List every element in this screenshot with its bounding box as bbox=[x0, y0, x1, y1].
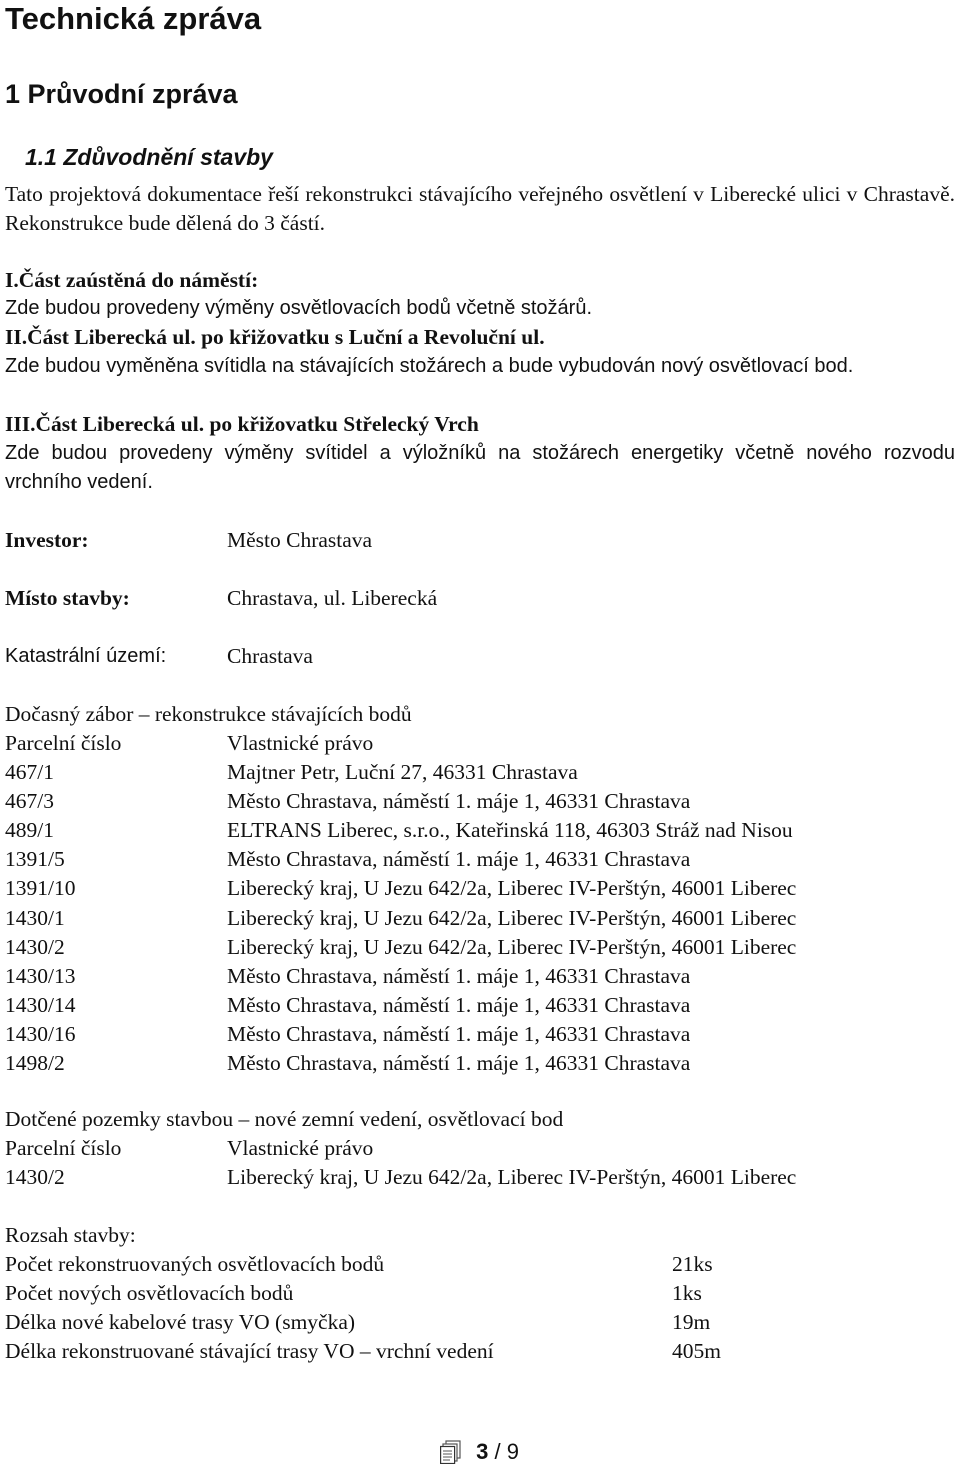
document-title: Technická zpráva bbox=[5, 1, 262, 36]
column-header-parcel: Parcelní číslo bbox=[5, 731, 122, 755]
parcel-number-cell: 489/1 bbox=[5, 818, 54, 843]
place-value: Chrastava, ul. Liberecká bbox=[227, 586, 438, 610]
parcel-number-cell: 467/3 bbox=[5, 789, 54, 814]
scope-item-cell: Počet rekonstruovaných osvětlovacích bodů bbox=[5, 1252, 385, 1276]
table-row bbox=[0, 1279, 960, 1308]
scope-item-cell: Počet nových osvětlovacích bodů bbox=[5, 1281, 294, 1305]
column-header-ownership: Vlastnické právo bbox=[227, 1136, 374, 1160]
place-label: Místo stavby: bbox=[5, 586, 130, 610]
cadastre-value: Chrastava bbox=[227, 644, 313, 668]
part-1-title: I.Část zaústěná do náměstí: bbox=[5, 268, 259, 292]
parcel-number-cell: 1430/2 bbox=[5, 1165, 65, 1189]
parcel-number-cell: 1430/14 bbox=[5, 992, 76, 1017]
table-row bbox=[0, 991, 960, 1020]
parcel-number-cell: 1391/5 bbox=[5, 847, 65, 872]
part-2-text: Zde budou vyměněna svítidla na stávajících stožárech a bude vybudován nový osvětlovací bod. bbox=[5, 355, 854, 377]
ownership-cell: Liberecký kraj, U Jezu 642/2a, Liberec IV-Perštýn, 46001 Liberec bbox=[227, 876, 797, 901]
current-page-number: 3 bbox=[476, 1439, 489, 1464]
table-row bbox=[0, 1337, 960, 1366]
scope-value-cell: 21ks bbox=[672, 1252, 713, 1276]
ownership-cell: Liberecký kraj, U Jezu 642/2a, Liberec IV-Perštýn, 46001 Liberec bbox=[227, 905, 797, 930]
parcel-number-cell: 1498/2 bbox=[5, 1051, 65, 1075]
affected-heading: Dotčené pozemky stavbou – nové zemní vedení, osvětlovací bod bbox=[5, 1107, 564, 1131]
table-row bbox=[0, 904, 960, 933]
parcel-number-cell: 1430/16 bbox=[5, 1021, 76, 1046]
table-row bbox=[0, 1049, 960, 1078]
part-3-text: Zde budou provedeny výměny svítidel a výložníků na stožárech energetiky včetně nového rozvodu vrchního vedení. bbox=[5, 442, 955, 493]
part-3-title: III.Část Liberecká ul. po křižovatku Střelecký Vrch bbox=[5, 412, 479, 436]
intro-paragraph: Tato projektová dokumentace řeší rekonstrukci stávajícího veřejného osvětlení v Liberecké ulici v Chrastavě. Rekonstrukce bude dělená do 3 částí. bbox=[5, 182, 955, 235]
table-row bbox=[0, 962, 960, 991]
ownership-cell: ELTRANS Liberec, s.r.o., Kateřinská 118, 46303 Stráž nad Nisou bbox=[227, 818, 793, 843]
ownership-cell: Majtner Petr, Luční 27, 46331 Chrastava bbox=[227, 760, 578, 784]
part-1-text: Zde budou provedeny výměny osvětlovacích bodů včetně stožárů. bbox=[5, 297, 593, 319]
parcel-number-cell: 1430/2 bbox=[5, 934, 65, 959]
part-2-title: II.Část Liberecká ul. po křižovatku s Luční a Revoluční ul. bbox=[5, 325, 545, 349]
section-heading-1-1: 1.1 Zdůvodnění stavby bbox=[25, 144, 273, 170]
scope-item-cell: Délka rekonstruované stávající trasy VO – vrchní vedení bbox=[5, 1339, 494, 1363]
ownership-cell: Město Chrastava, náměstí 1. máje 1, 46331 Chrastava bbox=[227, 1021, 691, 1046]
table-row bbox=[0, 1250, 960, 1279]
ownership-cell: Město Chrastava, náměstí 1. máje 1, 46331 Chrastava bbox=[227, 847, 691, 872]
ownership-cell: Liberecký kraj, U Jezu 642/2a, Liberec IV-Perštýn, 46001 Liberec bbox=[227, 934, 797, 959]
table-row bbox=[0, 933, 960, 962]
scope-heading: Rozsah stavby: bbox=[5, 1223, 136, 1247]
parcel-number-cell: 1430/13 bbox=[5, 963, 76, 988]
section-heading-1: 1 Průvodní zpráva bbox=[5, 79, 238, 109]
ownership-cell: Město Chrastava, náměstí 1. máje 1, 46331 Chrastava bbox=[227, 963, 691, 988]
scope-value-cell: 405m bbox=[672, 1339, 721, 1363]
ownership-cell: Město Chrastava, náměstí 1. máje 1, 46331 Chrastava bbox=[227, 1051, 691, 1075]
scope-value-cell: 19m bbox=[672, 1310, 711, 1334]
page-number-footer bbox=[440, 1437, 519, 1472]
column-header-parcel: Parcelní číslo bbox=[5, 1136, 122, 1160]
pages-icon bbox=[440, 1440, 462, 1472]
parcel-number-cell: 467/1 bbox=[5, 760, 54, 784]
page-separator: / bbox=[494, 1439, 501, 1464]
temp-table-header bbox=[0, 729, 960, 758]
investor-value: Město Chrastava bbox=[227, 528, 373, 552]
scope-item-cell: Délka nové kabelové trasy VO (smyčka) bbox=[5, 1310, 356, 1334]
parcel-number-cell: 1430/1 bbox=[5, 905, 65, 930]
affected-table-header bbox=[0, 1134, 960, 1163]
total-pages: 9 bbox=[506, 1439, 519, 1464]
column-header-ownership: Vlastnické právo bbox=[227, 731, 374, 755]
table-row bbox=[0, 1163, 960, 1192]
scope-value-cell: 1ks bbox=[672, 1281, 702, 1305]
ownership-cell: Město Chrastava, náměstí 1. máje 1, 46331 Chrastava bbox=[227, 789, 691, 814]
temp-occupation-heading: Dočasný zábor – rekonstrukce stávajících bodů bbox=[5, 702, 412, 726]
ownership-cell: Město Chrastava, náměstí 1. máje 1, 46331 Chrastava bbox=[227, 992, 691, 1017]
parcel-number-cell: 1391/10 bbox=[5, 876, 76, 901]
table-row bbox=[0, 758, 960, 787]
ownership-cell: Liberecký kraj, U Jezu 642/2a, Liberec IV-Perštýn, 46001 Liberec bbox=[227, 1165, 797, 1189]
cadastre-label: Katastrální území: bbox=[5, 645, 167, 667]
table-row bbox=[0, 1020, 960, 1049]
investor-label: Investor: bbox=[5, 528, 89, 552]
table-row bbox=[0, 787, 960, 816]
table-row bbox=[0, 845, 960, 874]
table-row bbox=[0, 816, 960, 845]
table-row bbox=[0, 874, 960, 903]
table-row bbox=[0, 1308, 960, 1337]
